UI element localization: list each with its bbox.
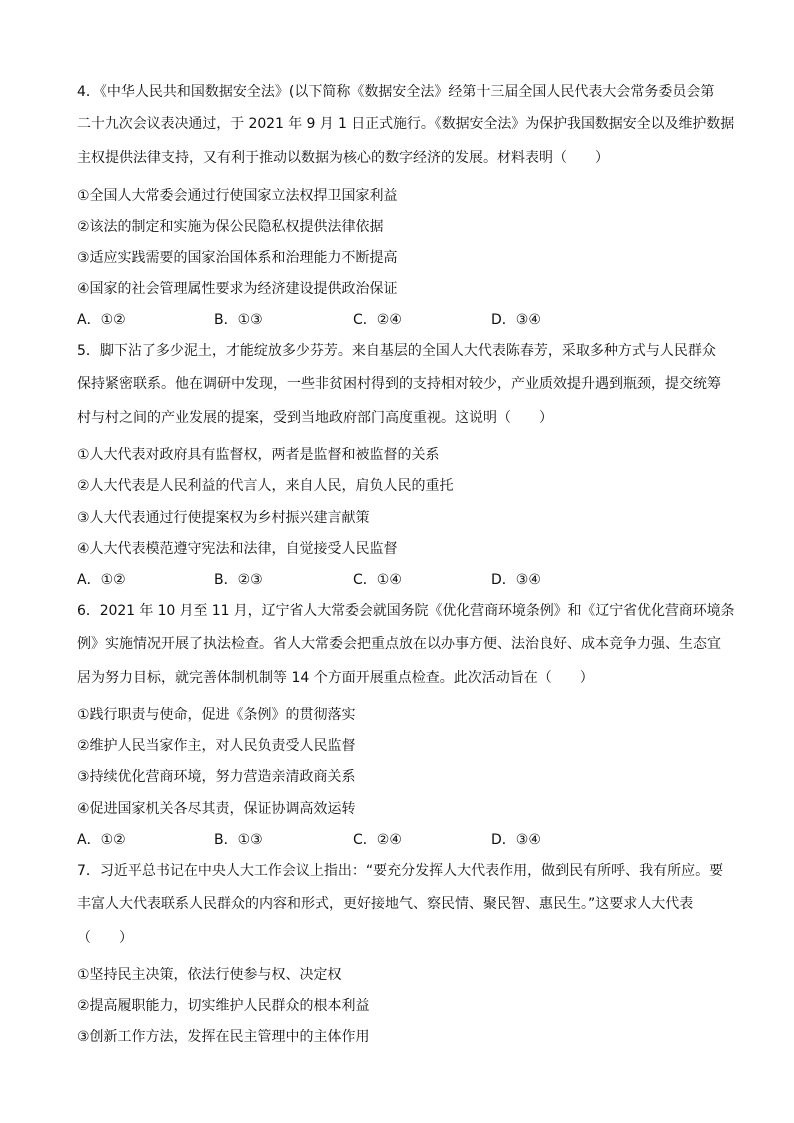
q7-option-3: ③创新工作方法，发挥在民主管理中的主体作用 [77,1029,370,1045]
q6-stem-line-3: 居为努力目标，就完善体制机制等 14 个方面开展重点检查。此次活动旨在（ ） [77,670,594,686]
q4-choice-b: B．①③ [214,312,263,328]
q5-stem-line-2: 保持紧密联系。他在调研中发现，一些非贫困村得到的支持相对较少，产业质效提升遇到瓶颈，提交统筹 [77,376,721,392]
q5-stem-line-3: 村与村之间的产业发展的提案，受到当地政府部门高度重视。这说明（ ） [77,410,553,426]
q6-option-2: ②维护人民当家作主，对人民负责受人民监督 [77,738,356,754]
q4-option-3: ③适应实践需要的国家治国体系和治理能力不断提高 [77,250,398,266]
q4-option-2: ②该法的制定和实施为保公民隐私权提供法律依据 [77,219,384,235]
q5-stem-line-1: 5．脚下沾了多少泥土，才能绽放多少芬芳。来自基层的全国人大代表陈春芳，采取多种方式与人民群众 [77,343,716,359]
q5-option-4: ④人大代表模范遵守宪法和法律，自觉接受人民监督 [77,541,398,557]
q6-choice-a: A．①② [77,832,126,848]
q5-option-2: ②人大代表是人民利益的代言人，来自人民，肩负人民的重托 [77,478,454,494]
q4-choice-c: C．②④ [353,312,402,328]
q7-stem-line-3: （ ） [77,930,133,946]
q4-stem-line-1: 4．《中华人民共和国数据安全法》(以下简称《数据安全法》经第十三届全国人民代表大会常务委员会第 [77,84,715,100]
q6-stem-line-2: 例》实施情况开展了执法检查。省人大常委会把重点放在以办事方便、法治良好、成本竞争力强、生态宜 [77,636,721,652]
q4-option-4: ④国家的社会管理属性要求为经济建设提供政治保证 [77,281,398,297]
q4-choice-d: D．③④ [491,312,541,328]
q7-stem-line-2: 丰富人大代表联系人民群众的内容和形式，更好接地气、察民情、聚民智、惠民生。”这要求人大代表 [77,896,694,912]
q5-choice-a: A．①② [77,572,126,588]
q7-option-2: ②提高履职能力，切实维护人民群众的根本利益 [77,998,370,1014]
q5-option-3: ③人大代表通过行使提案权为乡村振兴建言献策 [77,510,370,526]
q6-option-4: ④促进国家机关各尽其责，保证协调高效运转 [77,801,356,817]
q5-option-1: ①人大代表对政府具有监督权，两者是监督和被监督的关系 [77,447,440,463]
q6-option-1: ①践行职责与使命，促进《条例》的贯彻落实 [77,707,356,723]
q7-option-1: ①坚持民主决策，依法行使参与权、决定权 [77,967,342,983]
q7-stem-line-1: 7．习近平总书记在中央人大工作会议上指出：“要充分发挥人大代表作用，做到民有所呼、我有所应。要 [77,863,724,879]
q4-option-1: ①全国人大常委会通过行使国家立法权捍卫国家利益 [77,188,398,204]
q4-choice-a: A．①② [77,312,126,328]
q6-stem-line-1: 6．2021 年 10 月至 11 月，辽宁省人大常委会就国务院《优化营商环境条例》和《辽宁省优化营商环境条 [77,603,735,619]
q6-option-3: ③持续优化营商环境，努力营造亲清政商关系 [77,769,356,785]
q6-choice-b: B．①③ [214,832,263,848]
q6-choice-d: D．③④ [491,832,541,848]
q5-choice-b: B．②③ [214,572,263,588]
q5-choice-c: C．①④ [353,572,402,588]
q4-stem-line-3: 主权提供法律支持，又有利于推动以数据为核心的数字经济的发展。材料表明（ ） [77,150,609,166]
q6-choice-c: C．②④ [353,832,402,848]
q5-choice-d: D．③④ [491,572,541,588]
q4-stem-line-2: 二十九次会议表决通过，于 2021 年 9 月 1 日正式施行。《数据安全法》为保护我国数据安全以及维护数据 [77,116,735,132]
